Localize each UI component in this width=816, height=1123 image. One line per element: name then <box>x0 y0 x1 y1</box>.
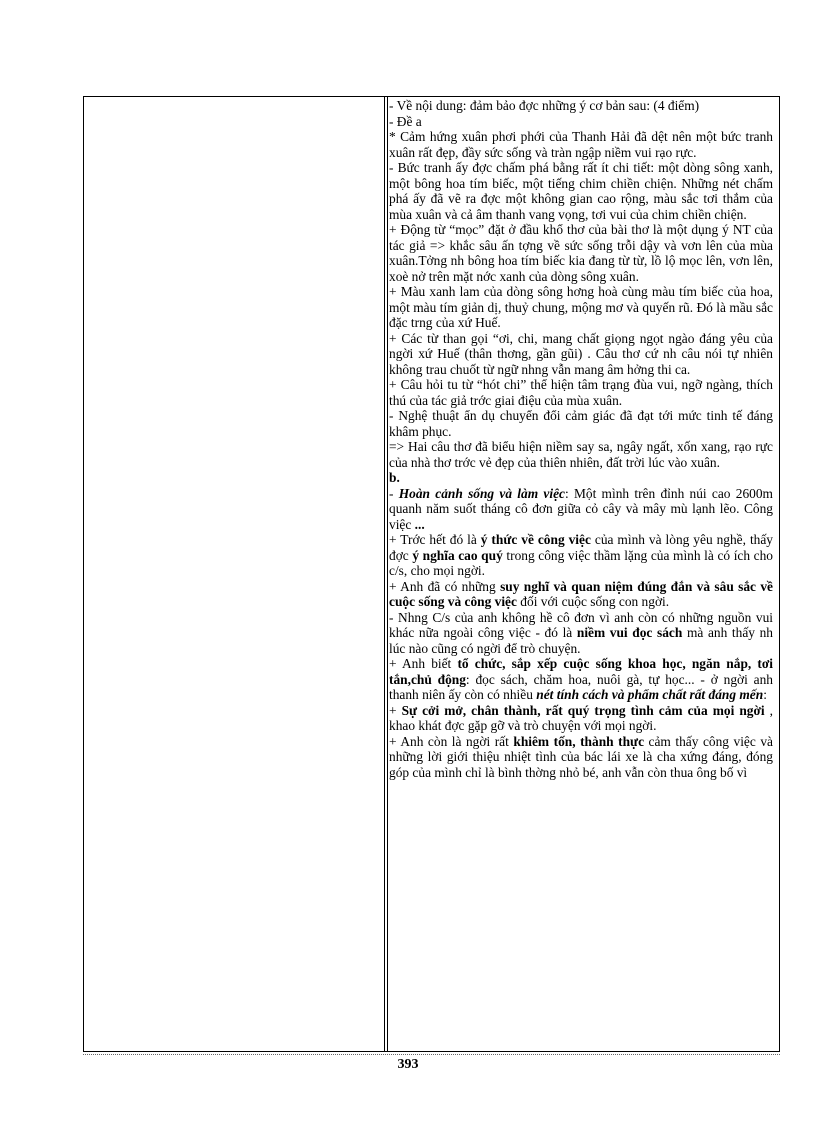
emphasis-text: ý thức về công việc <box>480 532 591 547</box>
text-run: - Bức tranh ấy đợc chấm phá bằng rất ít chi tiết: một dòng sông xanh, một bông hoa tím biếc, một tiếng chim chiền chiện. Những nét chấm phá ấy đã vẽ ra đợc một không gian cao rộng, màu sắc tơi thắm của mùa xuân và cả âm thanh vang vọng, tơi vui của chim chiền chiện. <box>389 160 773 222</box>
text-run: - Nhng C/s của anh không hề cô đơn vì anh còn có những nguồn vui khác nữa ngoài công việc - đó là <box>389 609 773 640</box>
paragraph <box>389 734 773 781</box>
text-run: đối với cuộc sống con ngời. <box>516 594 670 609</box>
emphasis-text: niềm vui đọc sách <box>576 625 683 640</box>
emphasis-text: tổ chức, sắp xếp cuộc sống khoa học, ngăn nắp, tơi tắn,chủ động <box>389 656 773 687</box>
paragraph <box>389 470 773 486</box>
text-run: + Anh còn là ngời rất <box>389 733 514 749</box>
text-run: * Cảm hứng xuân phơi phới của Thanh Hải đã dệt nên một bức tranh xuân rất đẹp, đầy sức sống và tràn ngập niềm vui rạo rực. <box>389 129 773 160</box>
text-run: mà anh thấy nh lúc nào cũng có ngời để trò chuyện. <box>389 625 773 656</box>
text-run: - Nghệ thuật ẩn dụ chuyển đổi cảm giác đã đạt tới mức tinh tế đáng khâm phục. <box>389 408 773 439</box>
paragraph <box>389 408 773 439</box>
text-run: trong công việc thầm lặng của mình là có ích cho c/s, cho mọi ngời. <box>389 547 773 578</box>
text-run: : đọc sách, chăm hoa, nuôi gà, tự học... - ở ngời anh thanh niên ấy còn có nhiều <box>389 671 773 702</box>
emphasis-text: nét tính cách và phẩm chất rất đáng mến <box>536 687 764 702</box>
text-run: + Động từ “mọc” đặt ở đầu khổ thơ của bài thơ là một dụng ý NT của tác giả => khắc sâu ấn tợng về sức sống trỗi dậy và vơn lên của mùa xuân.Tởng nh bông hoa tím biếc kia đang từ từ, lồ lộ mọc lên, vơn lên, xoè nở trên mặt nớc xanh của dòng sông xuân. <box>389 222 773 284</box>
column-divider <box>384 97 385 1051</box>
emphasis-text: khiêm tốn, thành thực <box>513 733 645 749</box>
emphasis-text: Sự cởi mở, chân thành, rất quý trọng tình cảm của mọi ngời <box>401 702 765 718</box>
paragraph <box>389 377 773 408</box>
paragraph <box>389 656 773 703</box>
paragraph <box>389 486 773 533</box>
text-run: - <box>389 485 399 501</box>
paragraph <box>389 331 773 378</box>
paragraph <box>389 284 773 331</box>
text-run: => Hai câu thơ đã biểu hiện niềm say sa, ngây ngất, xốn xang, rạo rực của nhà thơ trớc vẻ đẹp của thiên nhiên, đất trời lúc vào xuân. <box>389 439 773 470</box>
text-run: + <box>389 702 402 718</box>
text-run: + Các từ than gọi “ơi, chi, mang chất giọng ngọt ngào đáng yêu của ngời xứ Huế (thân thơng, gần gũi) . Câu thơ cứ nh câu nói tự nhiên không trau chuốt từ ngữ nhng vẫn mang âm hởng thi ca. <box>389 330 773 377</box>
text-run: : <box>763 687 767 702</box>
text-run: + Màu xanh lam của dòng sông hơng hoà cùng màu tím biếc của hoa, một màu tím giản dị, thuỷ chung, mộng mơ và quyến rũ. Đó là mầu sắc đặc trng của xứ Huế. <box>389 284 773 330</box>
column-divider-inner <box>387 97 388 1051</box>
emphasis-text: ... <box>414 516 425 532</box>
paragraph <box>389 532 773 579</box>
emphasis-text: Hoàn cảnh sống và làm việc <box>398 485 565 501</box>
text-run: , khao khát đợc gặp gỡ và trò chuyện với mọi ngời. <box>389 702 773 733</box>
paragraph <box>389 129 773 160</box>
text-run: - Đề a <box>389 113 422 129</box>
paragraph <box>389 610 773 657</box>
text-run: : Một mình trên đỉnh núi cao 2600m quanh năm suốt tháng cô đơn giữa cỏ cây và mây mù lạnh lẽo. Công việc <box>389 485 773 532</box>
emphasis-text: suy nghĩ và quan niệm đúng đắn và sâu sắc về cuộc sống và công việc <box>389 578 773 609</box>
emphasis-text: b. <box>389 470 400 485</box>
text-run: + Trớc hết đó là <box>389 532 481 547</box>
paragraph <box>389 439 773 470</box>
footer-rule <box>83 1054 780 1055</box>
answer-text-cell <box>389 98 773 1048</box>
paragraph <box>389 222 773 284</box>
text-run: - Về nội dung: đảm bảo đợc những ý cơ bản sau: (4 điểm) <box>389 98 700 113</box>
text-run: + Anh đã có những <box>389 578 501 594</box>
text-run: cảm thấy công việc và những lời giới thiệu nhiệt tình của bác lái xe là cha xứng đáng, đóng góp của mình chỉ là bình thờng nhỏ bé, anh vẫn còn thua ông bố vì <box>389 733 773 780</box>
paragraph <box>389 703 773 734</box>
page-number: 393 <box>397 1057 419 1072</box>
paragraph <box>389 114 773 130</box>
paragraph <box>389 579 773 610</box>
emphasis-text: ý nghĩa cao quý <box>412 547 503 563</box>
text-run: + Anh biết <box>389 656 458 671</box>
paragraph <box>389 98 773 114</box>
text-run: của mình và lòng yêu nghề, thấy đợc <box>389 532 773 563</box>
text-run: + Câu hỏi tu từ “hót chi” thể hiện tâm trạng đùa vui, ngỡ ngàng, thích thú của tác giả trớc giai điệu của mùa xuân. <box>389 377 773 408</box>
paragraph <box>389 160 773 222</box>
